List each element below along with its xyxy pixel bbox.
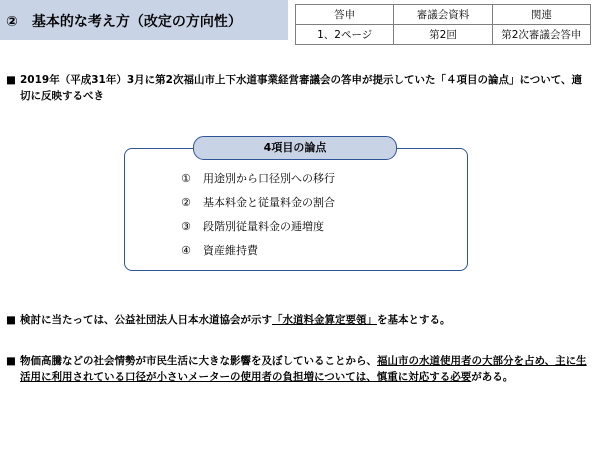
issue-text: 用途別から口径別への移行	[203, 172, 335, 185]
reference-table-header-row	[296, 5, 591, 25]
title-bar	[0, 0, 288, 40]
issue-item	[181, 218, 324, 234]
issues-heading: 4項目の論点	[193, 136, 397, 160]
bullet-text	[6, 312, 591, 328]
issue-text: 基本料金と従量料金の割合	[203, 196, 335, 209]
issue-text: 段階別従量料金の逓増度	[203, 220, 324, 233]
reference-value-cell: 第2次審議会答申	[492, 25, 590, 45]
square-bullet-icon: ■	[6, 314, 16, 326]
bullet-calculation-basis	[6, 312, 591, 328]
reference-table-value-row	[296, 25, 591, 45]
issue-number: ④	[181, 244, 191, 257]
bullet-text	[6, 72, 591, 104]
square-bullet-icon: ■	[6, 74, 16, 86]
issue-number: ②	[181, 196, 191, 209]
issue-item	[181, 194, 335, 210]
bullet-text-before: 物価高騰などの社会情勢が市民生活に大きな影響を及ぼしていることから、	[20, 355, 377, 367]
page-title: ② 基本的な考え方（改定の方向性）	[6, 14, 242, 30]
bullet-text-after: を基本とする。	[377, 314, 451, 326]
bullet-text	[6, 353, 591, 385]
issue-number: ①	[181, 172, 191, 185]
square-bullet-icon: ■	[6, 355, 16, 367]
bullet-report-reflection	[6, 72, 591, 104]
reference-value-cell: 第2回	[394, 25, 492, 45]
reference-header-cell: 審議会資料	[394, 5, 492, 25]
bullet-text-main: 2019年（平成31年）3月に第2次福山市上下水道事業経営審議会の答申が提示していた「４項目の論点」について、適切に反映するべき	[20, 74, 583, 102]
issue-item	[181, 170, 335, 186]
reference-header-cell: 答申	[296, 5, 394, 25]
bullet-text-underlined: 「水道料金算定要領」	[272, 314, 377, 326]
issue-item	[181, 242, 258, 258]
issue-number: ③	[181, 220, 191, 233]
issue-text: 資産維持費	[203, 244, 258, 257]
bullet-text-before: 検討に当たっては、公益社団法人日本水道協会が示す	[20, 314, 272, 326]
reference-table	[295, 4, 591, 45]
bullet-text-underlined: 福山市の水道使用者の大部分を占め、主に生活用に利用されている口径が小さいメーターの使用者の負担増については、慎重に対応する必要	[20, 355, 587, 383]
reference-value-cell: 1、2ページ	[296, 25, 394, 45]
reference-header-cell: 関連	[492, 5, 590, 25]
bullet-text-after: がある。	[471, 371, 514, 383]
bullet-small-meter-burden	[6, 353, 591, 385]
